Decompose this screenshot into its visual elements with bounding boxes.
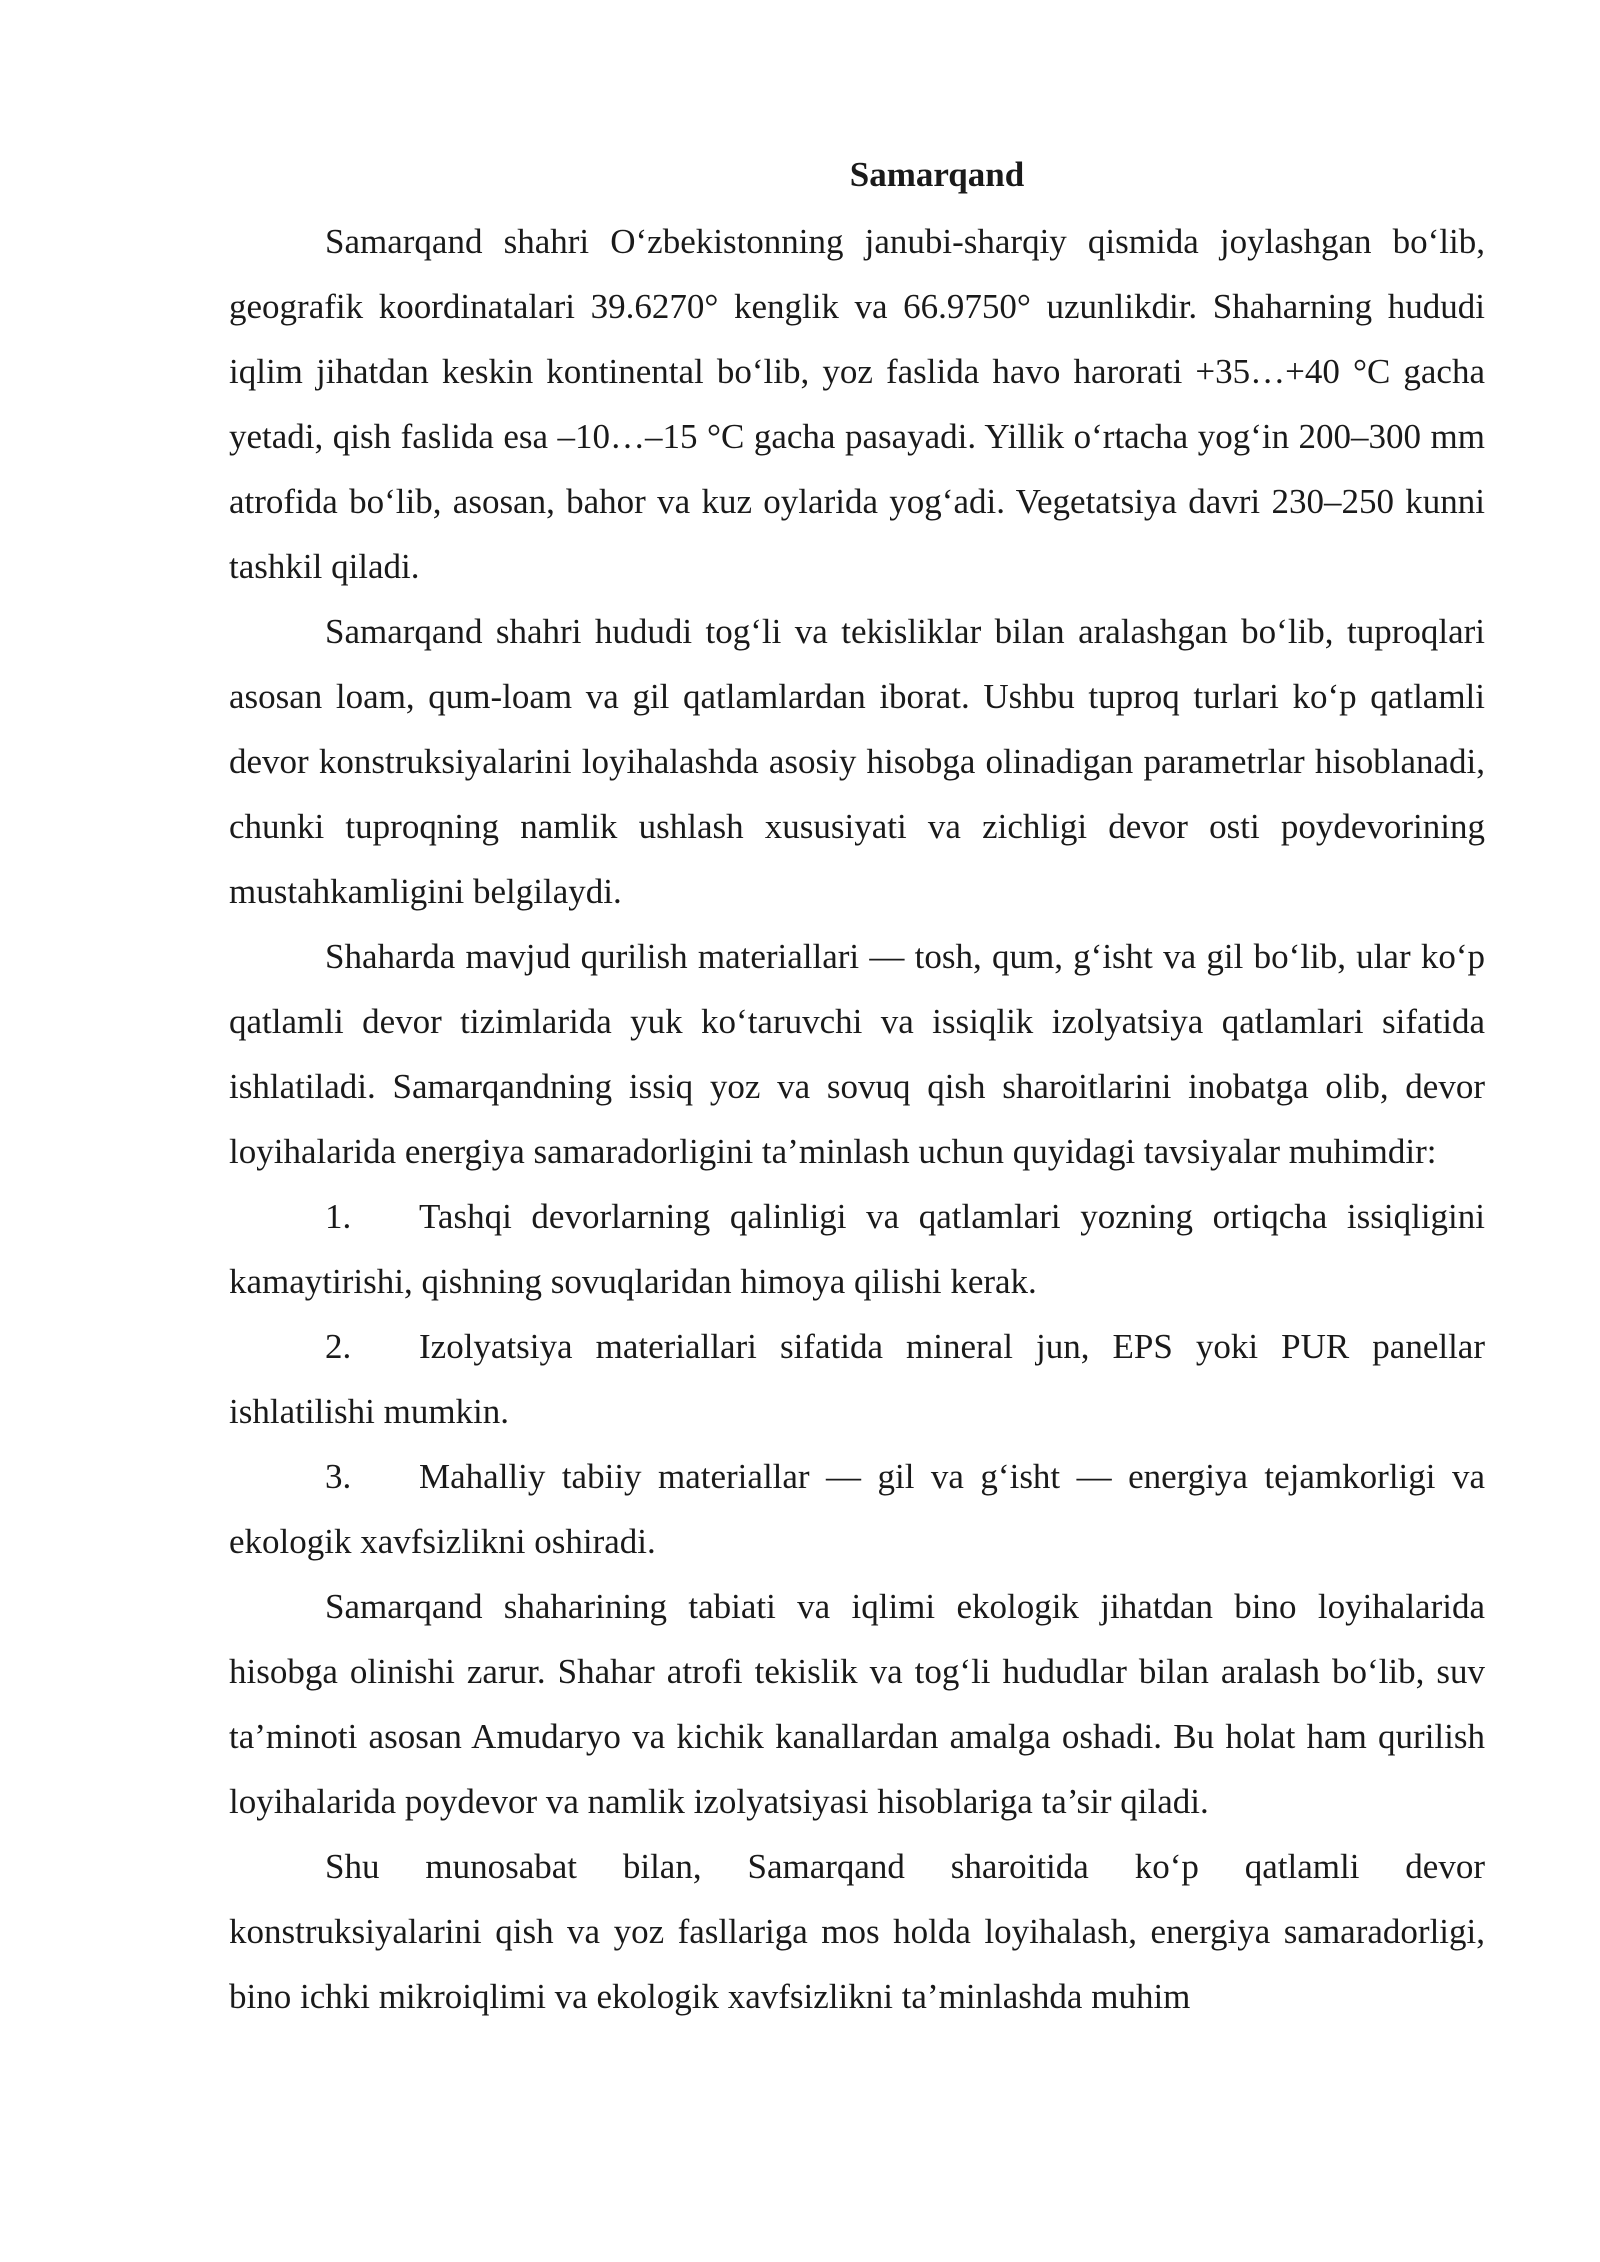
- list-item-text: Mahalliy tabiiy materiallar — gil va g‘isht — energiya tejamkorligi va ekologik xavfsizlikni oshiradi.: [229, 1457, 1485, 1561]
- list-item: [229, 1314, 1485, 1444]
- paragraph-location-climate: Samarqand shahri O‘zbekistonning janubi-sharqiy qismida joylashgan bo‘lib, geografik koordinatalari 39.6270° kenglik va 66.9750° uzunlikdir. Shaharning hududi iqlim jihatdan keskin kontinental bo‘lib, yoz faslida havo harorati +35…+40 °C gacha yetadi, qish faslida esa –10…–15 °C gacha pasayadi. Yillik o‘rtacha yog‘in 200–300 mm atrofida bo‘lib, asosan, bahor va kuz oylarida yog‘adi. Vegetatsiya davri 230–250 kunni tashkil qiladi.: [229, 222, 1485, 586]
- paragraph-materials: Shaharda mavjud qurilish materiallari — tosh, qum, g‘isht va gil bo‘lib, ular ko‘p qatlamli devor tizimlarida yuk ko‘taruvchi va issiqlik izolyatsiya qatlamlari sifatida ishlatiladi. Samarqandning issiq yoz va sovuq qish sharoitlarini inobatga olib, devor loyihalarida energiya samaradorligini ta’minlash uchun quyidagi tavsiyalar muhimdir:: [229, 937, 1485, 1171]
- list-item-text: Izolyatsiya materiallari sifatida mineral jun, EPS yoki PUR panellar ishlatilishi mumkin.: [229, 1327, 1485, 1431]
- document-title: Samarqand: [849, 155, 1025, 194]
- list-number: 2.: [325, 1327, 352, 1366]
- paragraph-soil: Samarqand shahri hududi tog‘li va tekisliklar bilan aralashgan bo‘lib, tuproqlari asosan loam, qum-loam va gil qatlamlardan iborat. Ushbu tuproq turlari ko‘p qatlamli devor konstruksiyalarini loyihalashda asosiy hisobga olinadigan parametrlar hisoblanadi, chunki tuproqning namlik ushlash xususiyati va zichligi devor osti poydevorining mustahkamligini belgilaydi.: [229, 612, 1485, 911]
- list-item: [229, 1184, 1485, 1314]
- list-number: 1.: [325, 1197, 352, 1236]
- list-number: 3.: [325, 1457, 352, 1496]
- paragraph-conclusion: Shu munosabat bilan, Samarqand sharoitida ko‘p qatlamli devor konstruksiyalarini qish va yoz fasllariga mos holda loyihalash, energiya samaradorligi, bino ichki mikroiqlimi va ekologik xavfsizlikni ta’minlashda muhim: [229, 1847, 1485, 2016]
- list-item-text: Tashqi devorlarning qalinligi va qatlamlari yozning ortiqcha issiqligini kamaytirishi, qishning sovuqlaridan himoya qilishi kerak.: [229, 1197, 1485, 1301]
- paragraph-ecology: Samarqand shaharining tabiati va iqlimi ekologik jihatdan bino loyihalarida hisobga olinishi zarur. Shahar atrofi tekislik va tog‘li hududlar bilan aralash bo‘lib, suv ta’minoti asosan Amudaryo va kichik kanallardan amalga oshadi. Bu holat ham qurilish loyihalarida poydevor va namlik izolyatsiyasi hisoblariga ta’sir qiladi.: [229, 1587, 1485, 1821]
- document-page: [229, 148, 1485, 2029]
- list-item: [229, 1444, 1485, 1574]
